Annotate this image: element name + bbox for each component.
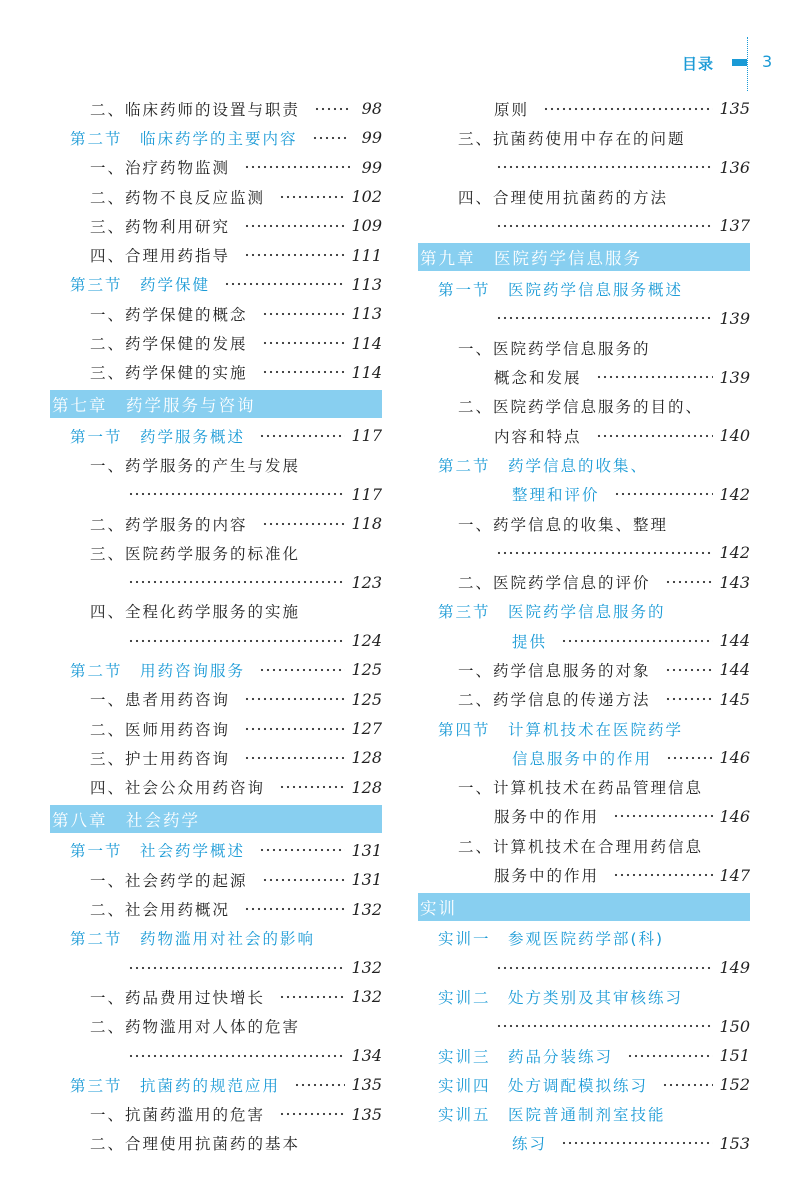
entry-title: 第九章 医院药学信息服务 [420,249,642,269]
dot-leader [279,1112,345,1116]
toc-entry-continuation[interactable] [418,94,750,123]
chapter-heading[interactable] [418,893,750,921]
page-number-ref: 135 [351,1075,382,1095]
toc-entry[interactable] [50,153,382,182]
page-number-ref: 145 [719,689,750,709]
dot-leader [128,1054,345,1058]
section-entry-continuation[interactable] [418,480,750,509]
toc-entry[interactable] [50,328,382,357]
entry-title: 二、合理使用抗菌药的基本 [90,1135,301,1154]
dot-leader [613,814,713,818]
entry-title: 三、护士用药咨询 [90,749,231,768]
toc-entry[interactable] [50,240,382,269]
dot-leader [279,995,345,999]
dot-leader [244,727,345,731]
toc-entry[interactable] [50,358,382,387]
chapter-heading[interactable] [50,805,382,833]
page-number-ref: 142 [719,543,750,563]
toc-entry[interactable] [418,773,750,802]
toc-entry[interactable] [50,538,382,567]
toc-entry-continuation[interactable] [418,421,750,450]
entry-title: 一、患者用药咨询 [90,691,231,710]
toc-entry[interactable] [50,211,382,240]
entry-title: 第四节 计算机技术在医院药学 [438,720,684,739]
entry-title: 服务中的作用 [494,867,600,886]
toc-entry[interactable] [50,509,382,538]
toc-entry[interactable] [50,982,382,1011]
entry-title: 实训 [420,898,457,918]
page-ref-line [50,567,382,596]
page-number-ref: 153 [719,1133,750,1153]
page-ref-line [418,153,750,182]
page-number-ref: 146 [719,806,750,826]
page-ref-line [418,538,750,567]
page-number-ref: 139 [719,308,750,328]
page-number-ref: 144 [719,631,750,651]
dot-leader [224,282,345,286]
page-number-ref: 135 [351,1104,382,1124]
dot-leader [279,195,345,199]
entry-title: 三、抗菌药使用中存在的问题 [458,129,686,148]
dot-leader [596,375,714,379]
entry-title: 三、药物利用研究 [90,217,231,236]
entry-title: 练习 [512,1135,548,1154]
page-number-ref: 135 [719,99,750,119]
chapter-heading[interactable] [50,390,382,418]
dot-leader [665,580,714,584]
dot-leader [244,165,350,169]
page-number-ref: 128 [351,748,382,768]
entry-title: 二、医师用药咨询 [90,720,231,739]
entry-title: 一、医院药学信息服务的 [458,339,651,358]
entry-title: 四、全程化药学服务的实施 [90,603,301,622]
toc-entry[interactable] [418,655,750,684]
dot-leader [496,551,713,555]
chapter-heading[interactable] [418,243,750,271]
entry-title: 一、药学保健的概念 [90,305,248,324]
page-ref-line [418,1012,750,1041]
section-entry[interactable] [50,1070,382,1099]
page-number-ref: 118 [351,514,382,533]
entry-title: 实训四 处方调配模拟练习 [438,1076,649,1095]
section-entry[interactable] [418,1070,750,1099]
section-entry[interactable] [50,123,382,152]
page-number-ref: 125 [351,689,382,709]
page-ref-line [418,304,750,333]
page-number-ref: 98 [361,99,382,119]
dot-leader [294,1083,345,1087]
dot-leader [262,312,346,316]
entry-title: 二、医院药学信息服务的目的、 [458,398,704,417]
entry-title: 实训三 药品分装练习 [438,1047,614,1066]
entry-title: 实训五 医院普通制剂室技能 [438,1106,666,1125]
entry-title: 第一节 药学服务概述 [70,427,246,446]
entry-title: 一、治疗药物监测 [90,159,231,178]
header-title: 目录 [682,55,715,73]
dot-leader [496,1024,713,1028]
page-number-ref: 131 [351,870,382,890]
toc-entry[interactable] [50,773,382,802]
dot-leader [496,224,713,228]
entry-title: 二、药物滥用对人体的危害 [90,1018,301,1037]
dot-leader [128,580,345,584]
entry-title: 二、药学服务的内容 [90,515,248,534]
toc-entry-continuation[interactable] [418,802,750,831]
dot-leader [662,1083,713,1087]
page-number-ref: 113 [351,304,382,324]
page-number-ref: 132 [351,899,382,919]
toc-column-right [418,94,750,1158]
dot-leader [543,107,713,111]
toc-entry[interactable] [418,333,750,362]
section-entry-continuation[interactable] [418,743,750,772]
entry-title: 第一节 社会药学概述 [70,842,246,861]
dot-leader [665,697,714,701]
section-entry[interactable] [50,270,382,299]
entry-title: 二、计算机技术在合理用药信息 [458,837,704,856]
page-number-ref: 144 [719,660,750,680]
toc-entry[interactable] [418,392,750,421]
page-number-ref: 132 [351,958,382,978]
dot-leader [596,434,714,438]
section-entry[interactable] [418,597,750,626]
page-number-ref: 125 [351,660,382,680]
page-number-ref: 136 [719,157,750,177]
dot-leader [496,316,713,320]
page-number-ref: 151 [719,1046,750,1066]
page-ref-line [418,211,750,240]
entry-title: 信息服务中的作用 [512,749,653,768]
page-ref-line [50,480,382,509]
dot-leader [259,434,345,438]
entry-title: 二、社会用药概况 [90,901,231,920]
page-number-ref: 113 [351,274,382,294]
page-number-ref: 111 [351,245,382,265]
dot-leader [496,165,713,169]
dot-leader [613,873,713,877]
section-entry[interactable] [418,450,750,479]
page-number-ref: 123 [351,572,382,592]
dot-leader [561,1141,713,1145]
toc-entry[interactable] [418,567,750,596]
entry-title: 一、社会药学的起源 [90,871,248,890]
dot-leader [312,136,350,140]
section-entry[interactable] [418,982,750,1011]
toc-entry[interactable] [50,865,382,894]
dot-leader [665,668,714,672]
section-entry[interactable] [50,836,382,865]
entry-title: 二、药物不良反应监测 [90,188,266,207]
header-divider [747,37,748,91]
section-entry[interactable] [50,655,382,684]
entry-title: 第三节 医院药学信息服务的 [438,603,666,622]
entry-title: 第三节 药学保健 [70,276,211,295]
page-number-ref: 146 [719,748,750,768]
toc-entry[interactable] [50,714,382,743]
entry-title: 三、医院药学服务的标准化 [90,544,301,563]
entry-title: 实训二 处方类别及其审核练习 [438,988,684,1007]
toc-entry[interactable] [418,182,750,211]
dot-leader [666,756,713,760]
dot-leader [259,668,345,672]
dot-leader [128,492,345,496]
entry-title: 一、药品费用过快增长 [90,988,266,1007]
page-number-ref: 139 [719,367,750,387]
toc-entry[interactable] [50,450,382,479]
page-number-ref: 124 [351,631,382,651]
entry-title: 第二节 药物滥用对社会的影响 [70,930,316,949]
section-entry-continuation[interactable] [418,1129,750,1158]
page-number-ref: 140 [719,426,750,446]
entry-title: 概念和发展 [494,369,582,388]
page-ref-line [50,953,382,982]
page-number-ref: 147 [719,865,750,885]
entry-title: 四、社会公众用药咨询 [90,779,266,798]
page-number-ref: 143 [719,572,750,592]
page-ref-line [50,626,382,655]
dot-leader [244,224,345,228]
entry-title: 第七章 药学服务与咨询 [52,395,256,415]
toc-entry[interactable] [50,597,382,626]
entry-title: 二、医院药学信息的评价 [458,574,651,593]
dot-leader [244,756,345,760]
dot-leader [128,639,345,643]
page-number-ref: 99 [361,157,382,177]
entry-title: 实训一 参观医院药学部(科) [438,930,665,949]
entry-title: 整理和评价 [512,486,600,505]
page-number-ref: 150 [719,1016,750,1036]
entry-title: 一、计算机技术在药品管理信息 [458,779,704,798]
page-number-ref: 102 [351,187,382,207]
entry-title: 第三节 抗菌药的规范应用 [70,1076,281,1095]
toc-entry[interactable] [418,509,750,538]
dot-leader [627,1054,713,1058]
dot-leader [614,492,714,496]
section-entry[interactable] [418,274,750,303]
section-entry[interactable] [418,714,750,743]
page-number-ref: 114 [351,362,382,382]
dot-leader [262,878,346,882]
section-entry[interactable] [418,1100,750,1129]
entry-title: 二、临床药师的设置与职责 [90,100,301,119]
page-number-ref: 114 [351,333,382,353]
page-number-ref: 128 [351,777,382,797]
entry-title: 第二节 药学信息的收集、 [438,456,649,475]
toc-entry[interactable] [50,182,382,211]
dot-leader [561,639,713,643]
toc-column-left [50,94,382,1158]
entry-title: 一、药学信息的收集、整理 [458,515,669,534]
page-number-ref: 127 [351,719,382,739]
toc-entry[interactable] [50,94,382,123]
dot-leader [259,848,345,852]
toc-entry[interactable] [418,123,750,152]
entry-title: 一、抗菌药滥用的危害 [90,1106,266,1125]
page-number-ref: 142 [719,484,750,504]
section-entry[interactable] [50,421,382,450]
entry-title: 内容和特点 [494,427,582,446]
entry-title: 第二节 临床药学的主要内容 [70,129,298,148]
toc-entry[interactable] [50,685,382,714]
page-ref-line [418,953,750,982]
page-number-ref: 134 [351,1046,382,1066]
toc-entry-continuation[interactable] [418,362,750,391]
toc-entry[interactable] [418,685,750,714]
entry-title: 第一节 医院药学信息服务概述 [438,281,684,300]
page-number: 3 [762,52,773,71]
toc-entry[interactable] [50,1129,382,1158]
page-number-ref: 117 [351,426,382,446]
entry-title: 提供 [512,632,548,651]
entry-title: 第二节 用药咨询服务 [70,661,246,680]
entry-title: 第八章 社会药学 [52,810,200,830]
section-entry[interactable] [418,924,750,953]
page-number-ref: 117 [351,484,382,504]
section-entry[interactable] [50,924,382,953]
dot-leader [262,522,346,526]
entry-title: 一、药学服务的产生与发展 [90,456,301,475]
toc-entry[interactable] [50,743,382,772]
dot-leader [496,966,713,970]
entry-title: 四、合理用药指导 [90,247,231,266]
toc-entry[interactable] [50,299,382,328]
dot-leader [262,370,346,374]
toc-entry[interactable] [50,1012,382,1041]
dot-leader [262,341,346,345]
entry-title: 四、合理使用抗菌药的方法 [458,188,669,207]
dot-leader [279,785,345,789]
page-number-ref: 109 [351,216,382,236]
dot-leader [314,107,350,111]
page-number-ref: 152 [719,1075,750,1095]
page-number-ref: 137 [719,216,750,236]
dot-leader [244,253,345,257]
section-entry-continuation[interactable] [418,626,750,655]
toc-entry-continuation[interactable] [418,860,750,889]
toc-entry[interactable] [418,831,750,860]
dot-leader [244,907,345,911]
page-ref-line [50,1041,382,1070]
section-entry[interactable] [418,1041,750,1070]
header-marker-bar [732,59,747,66]
page-number-ref: 149 [719,958,750,978]
entry-title: 原则 [494,100,530,119]
entry-title: 三、药学保健的实施 [90,364,248,383]
entry-title: 二、药学保健的发展 [90,335,248,354]
page-number-ref: 131 [351,840,382,860]
toc-entry[interactable] [50,894,382,923]
entry-title: 服务中的作用 [494,808,600,827]
entry-title: 二、药学信息的传递方法 [458,691,651,710]
page-number-ref: 132 [351,987,382,1007]
entry-title: 一、药学信息服务的对象 [458,661,651,680]
dot-leader [128,966,345,970]
page-number-ref: 99 [361,128,382,148]
dot-leader [244,697,345,701]
toc-entry[interactable] [50,1100,382,1129]
